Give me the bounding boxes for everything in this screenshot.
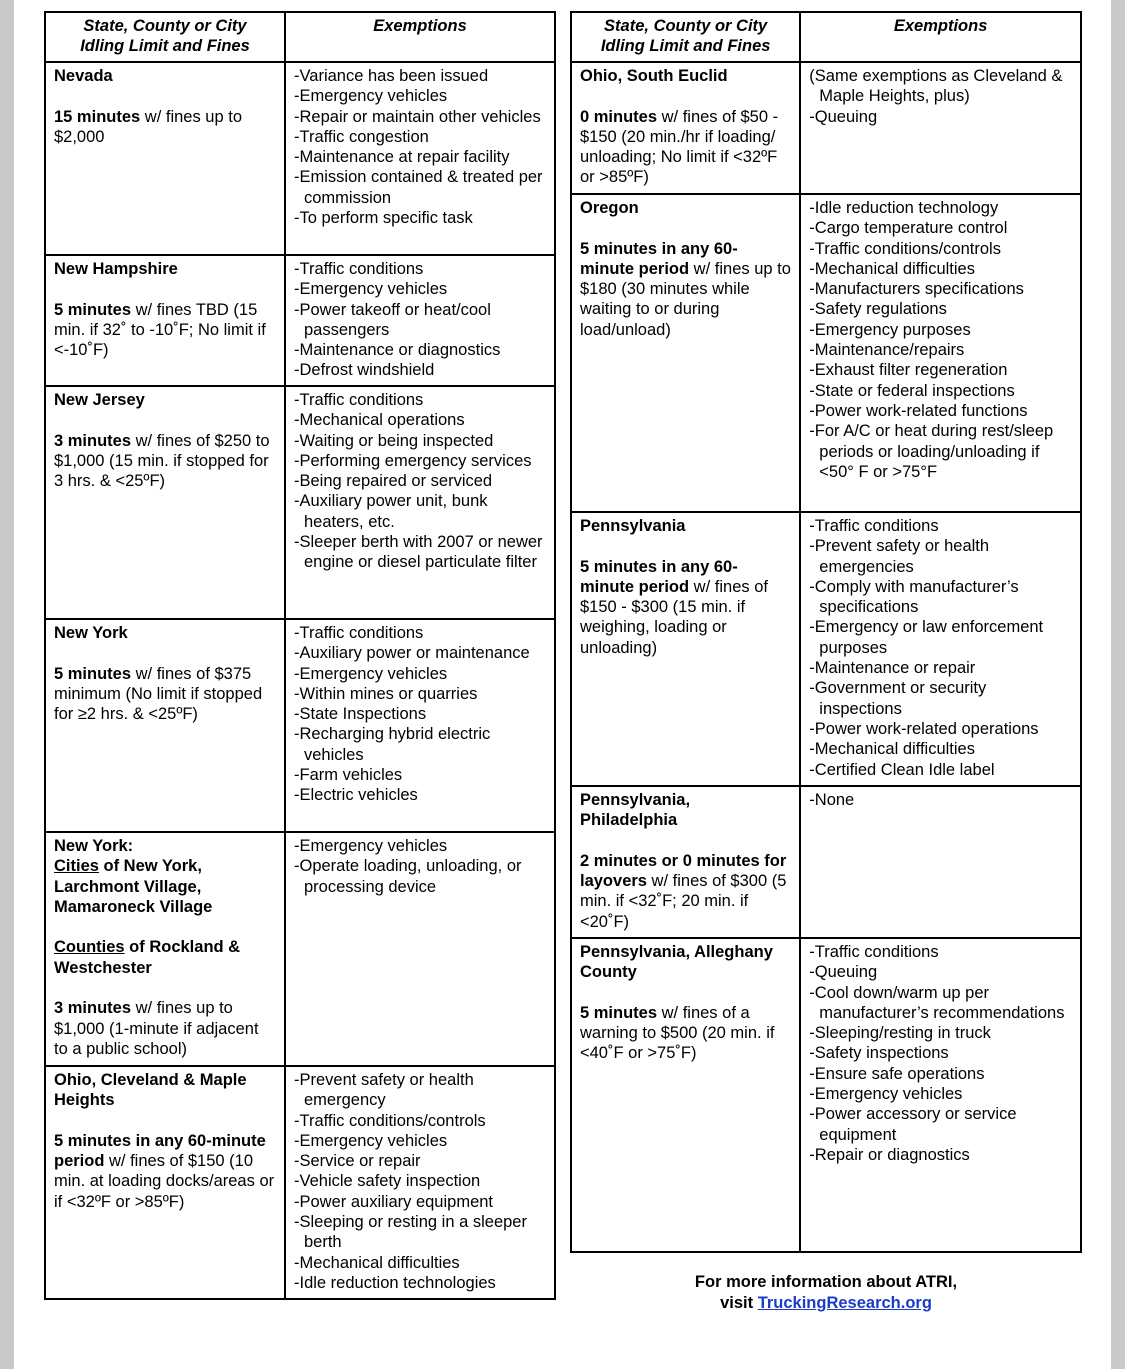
idling-limit: 5 minutes in any 60-minute period w/ fines up to $180 (30 minutes while waiting to or during load/unload) bbox=[580, 239, 791, 339]
list-item: -Idle reduction technology bbox=[809, 199, 999, 217]
list-item: -Within mines or quarries bbox=[294, 684, 478, 703]
list-item: -State Inspections bbox=[294, 705, 427, 724]
list-item: -Auxiliary power or maintenance bbox=[294, 644, 530, 663]
list-item: -Service or repair bbox=[294, 1152, 421, 1171]
exemptions-list bbox=[809, 66, 1072, 127]
exemptions-cell bbox=[800, 194, 1081, 512]
exemptions-list bbox=[809, 790, 1072, 810]
table-row bbox=[571, 786, 1081, 938]
list-item: -Ensure safe operations bbox=[809, 1064, 985, 1083]
idling-limit: 5 minutes w/ fines of $375 minimum (No limit if stopped for ≥2 hrs. & <25ºF) bbox=[54, 664, 263, 724]
list-item: -Sleeping or resting in a sleeper berth bbox=[294, 1213, 527, 1252]
idling-limit: 2 minutes or 0 minutes for layovers w/ fines of $300 (5 min. if <32˚F; 20 min. if <20˚F) bbox=[580, 851, 787, 931]
jurisdiction-counties: Counties of Rockland & Westchester bbox=[54, 938, 241, 977]
jurisdiction-cell bbox=[571, 62, 800, 194]
list-item: -Mechanical difficulties bbox=[809, 740, 975, 759]
list-item: -Mechanical operations bbox=[294, 411, 465, 430]
list-item: -Safety inspections bbox=[809, 1044, 949, 1063]
header-jurisdiction: State, County or City Idling Limit and Fines bbox=[571, 12, 800, 62]
jurisdiction-name: New Jersey bbox=[54, 391, 145, 409]
list-item: -Prevent safety or health emergency bbox=[294, 1071, 474, 1110]
idling-limit: 5 minutes w/ fines of a warning to $500 (20 min. if <40˚F or >75˚F) bbox=[580, 1003, 775, 1063]
list-item: -Repair or diagnostics bbox=[809, 1145, 970, 1164]
list-item: -Maintenance at repair facility bbox=[294, 148, 510, 167]
jurisdiction-name: Pennsylvania bbox=[580, 517, 686, 535]
exemptions-cell bbox=[800, 512, 1081, 786]
list-item: -Queuing bbox=[809, 107, 878, 126]
header-exemptions: Exemptions bbox=[800, 12, 1081, 62]
jurisdiction-cell bbox=[571, 194, 800, 512]
jurisdiction-cell bbox=[45, 832, 285, 1066]
exemptions-cell bbox=[285, 386, 555, 619]
list-item: -Government or security inspections bbox=[809, 679, 987, 718]
list-item: -Idle reduction technologies bbox=[294, 1273, 496, 1292]
list-item: -Traffic conditions bbox=[294, 624, 424, 642]
exemptions-list bbox=[809, 516, 1072, 780]
header-exemptions: Exemptions bbox=[285, 12, 555, 62]
jurisdiction-name: Oregon bbox=[580, 199, 639, 217]
jurisdiction-name: New York: bbox=[54, 837, 134, 855]
list-item: -Emergency vehicles bbox=[294, 280, 448, 299]
list-item: -Mechanical difficulties bbox=[809, 259, 975, 278]
list-item: -Queuing bbox=[809, 963, 878, 982]
list-item: -Manufacturers specifications bbox=[809, 280, 1024, 299]
table-row bbox=[571, 512, 1081, 786]
list-item: -Power work-related operations bbox=[809, 719, 1039, 738]
list-item: -Traffic conditions bbox=[809, 943, 939, 961]
table-row bbox=[45, 1066, 555, 1299]
idling-limit: 3 minutes w/ fines of $250 to $1,000 (15 min. if stopped for 3 hrs. & <25ºF) bbox=[54, 431, 270, 491]
list-item: -Maintenance or repair bbox=[809, 659, 976, 678]
footer-line: For more information about ATRI, bbox=[694, 1273, 958, 1291]
idling-table-right bbox=[570, 11, 1082, 1253]
list-item: -Cargo temperature control bbox=[809, 219, 1008, 238]
list-item: -Emission contained & treated per commission bbox=[294, 168, 543, 207]
list-item: -Comply with manufacturer’s specifications bbox=[809, 577, 1019, 617]
exemptions-list bbox=[294, 1070, 546, 1293]
list-item: -Performing emergency services bbox=[294, 451, 532, 470]
list-item: -Emergency or law enforcement purposes bbox=[809, 618, 1044, 657]
table-row bbox=[45, 255, 555, 386]
list-item: -Vehicle safety inspection bbox=[294, 1172, 481, 1191]
list-item: -Auxiliary power unit, bunk heaters, etc. bbox=[294, 492, 488, 531]
jurisdiction-name: New Hampshire bbox=[54, 260, 178, 278]
list-item: -Emergency purposes bbox=[809, 320, 971, 339]
list-item: (Same exemptions as Cleveland & Maple Heights, plus) bbox=[809, 67, 1063, 106]
list-item: -Exhaust filter regeneration bbox=[809, 361, 1008, 380]
list-item: -Sleeper berth with 2007 or newer engine or diesel particulate filter bbox=[294, 533, 543, 572]
jurisdiction-cell bbox=[571, 512, 800, 786]
list-item: -Variance has been issued bbox=[294, 67, 489, 85]
table-header-row bbox=[45, 12, 555, 62]
list-item: -Recharging hybrid electric vehicles bbox=[294, 725, 491, 764]
list-item: -Maintenance/repairs bbox=[809, 341, 965, 360]
list-item: -Traffic conditions/controls bbox=[294, 1111, 486, 1130]
list-item: -Power accessory or service equipment bbox=[809, 1105, 1017, 1144]
jurisdiction-cell bbox=[45, 1066, 285, 1299]
header-jurisdiction: State, County or City Idling Limit and Fines bbox=[45, 12, 285, 62]
exemptions-cell bbox=[800, 62, 1081, 194]
jurisdiction-name: Ohio, Cleveland & Maple Heights bbox=[54, 1071, 247, 1110]
table-row bbox=[571, 938, 1081, 1252]
trucking-research-link[interactable]: TruckingResearch.org bbox=[757, 1293, 932, 1312]
list-item: -Emergency vehicles bbox=[809, 1085, 963, 1104]
footer-visit-line: visit TruckingResearch.org bbox=[720, 1293, 932, 1312]
table-row bbox=[571, 62, 1081, 194]
idling-table-left bbox=[44, 11, 556, 1300]
list-item: -Traffic conditions bbox=[294, 260, 424, 278]
list-item: -Emergency vehicles bbox=[294, 1131, 448, 1150]
list-item: -Power auxiliary equipment bbox=[294, 1192, 494, 1211]
list-item: -State or federal inspections bbox=[809, 381, 1015, 400]
table-row bbox=[45, 619, 555, 832]
exemptions-list bbox=[294, 390, 546, 573]
jurisdiction-name: Pennsylvania, Philadelphia bbox=[580, 791, 691, 830]
table-row bbox=[45, 62, 555, 255]
jurisdiction-name: New York bbox=[54, 624, 128, 642]
list-item: -Power takeoff or heat/cool passengers bbox=[294, 300, 491, 339]
list-item: -Prevent safety or health emergencies bbox=[809, 537, 990, 576]
list-item: -Traffic conditions bbox=[294, 391, 424, 409]
idling-limit: 3 minutes w/ fines up to $1,000 (1-minute if adjacent to a public school) bbox=[54, 999, 259, 1058]
list-item: -Cool down/warm up per manufacturer’s recommendations bbox=[809, 983, 1065, 1022]
list-item: -Emergency vehicles bbox=[294, 87, 448, 106]
list-item: -Emergency vehicles bbox=[294, 664, 448, 683]
list-item: -Emergency vehicles bbox=[294, 837, 448, 855]
list-item: -To perform specific task bbox=[294, 209, 473, 228]
exemptions-cell bbox=[285, 832, 555, 1066]
list-item: -Traffic conditions bbox=[809, 517, 939, 535]
exemptions-list bbox=[809, 198, 1072, 482]
list-item: -Certified Clean Idle label bbox=[809, 760, 995, 779]
atri-footer bbox=[570, 1272, 1082, 1313]
list-item: -Traffic congestion bbox=[294, 127, 429, 146]
list-item: -Waiting or being inspected bbox=[294, 431, 494, 450]
exemptions-list bbox=[294, 66, 546, 228]
jurisdiction-cell bbox=[45, 386, 285, 619]
list-item: -Mechanical difficulties bbox=[294, 1253, 460, 1272]
list-item: -Electric vehicles bbox=[294, 786, 418, 805]
jurisdiction-name: Nevada bbox=[54, 67, 113, 85]
exemptions-cell bbox=[285, 255, 555, 386]
list-item: -Traffic conditions/controls bbox=[809, 239, 1001, 258]
exemptions-cell bbox=[800, 786, 1081, 938]
list-item: -Power work-related functions bbox=[809, 401, 1028, 420]
exemptions-list bbox=[294, 259, 546, 381]
idling-limit: 5 minutes in any 60-minute period w/ fines of $150 - $300 (15 min. if weighing, loading or unloading) bbox=[580, 557, 768, 657]
idling-limit: 5 minutes w/ fines TBD (15 min. if 32˚ to -10˚F; No limit if <-10˚F) bbox=[54, 300, 266, 360]
exemptions-cell bbox=[285, 1066, 555, 1299]
jurisdiction-cell bbox=[571, 938, 800, 1252]
jurisdiction-cities: Cities of New York, Larchmont Village, Mamaroneck Village bbox=[54, 857, 213, 916]
jurisdiction-cell bbox=[45, 62, 285, 255]
list-item: -Being repaired or serviced bbox=[294, 472, 493, 491]
idling-limit: 0 minutes w/ fines of $50 - $150 (20 min./hr if loading/ unloading; No limit if <32ºF or >85ºF) bbox=[580, 107, 779, 187]
list-item: -Sleeping/resting in truck bbox=[809, 1024, 991, 1043]
list-item: -None bbox=[809, 791, 855, 809]
exemptions-cell bbox=[285, 62, 555, 255]
exemptions-list bbox=[809, 942, 1072, 1165]
list-item: -Repair or maintain other vehicles bbox=[294, 107, 541, 126]
jurisdiction-cell bbox=[45, 619, 285, 832]
table-row bbox=[571, 194, 1081, 512]
exemptions-cell bbox=[800, 938, 1081, 1252]
list-item: -Operate loading, unloading, or processing device bbox=[294, 857, 522, 896]
exemptions-list bbox=[294, 623, 546, 806]
idling-limit: 5 minutes in any 60-minute period w/ fines of $150 (10 min. at loading docks/areas or if <32ºF or >85ºF) bbox=[54, 1131, 275, 1211]
list-item: -Defrost windshield bbox=[294, 361, 435, 380]
list-item: -Farm vehicles bbox=[294, 766, 403, 785]
list-item: -For A/C or heat during rest/sleep periods or loading/unloading if <50° F or >75°F bbox=[809, 422, 1054, 481]
jurisdiction-cell bbox=[45, 255, 285, 386]
jurisdiction-cell bbox=[571, 786, 800, 938]
table-row bbox=[45, 386, 555, 619]
list-item: -Maintenance or diagnostics bbox=[294, 341, 501, 360]
exemptions-cell bbox=[285, 619, 555, 832]
jurisdiction-name: Ohio, South Euclid bbox=[580, 67, 728, 85]
exemptions-list bbox=[294, 836, 546, 897]
table-row bbox=[45, 832, 555, 1066]
list-item: -Safety regulations bbox=[809, 300, 947, 319]
table-header-row bbox=[571, 12, 1081, 62]
jurisdiction-name: Pennsylvania, Alleghany County bbox=[580, 943, 773, 982]
idling-limit: 15 minutes w/ fines up to $2,000 bbox=[54, 107, 243, 146]
document-page bbox=[14, 0, 1111, 1369]
